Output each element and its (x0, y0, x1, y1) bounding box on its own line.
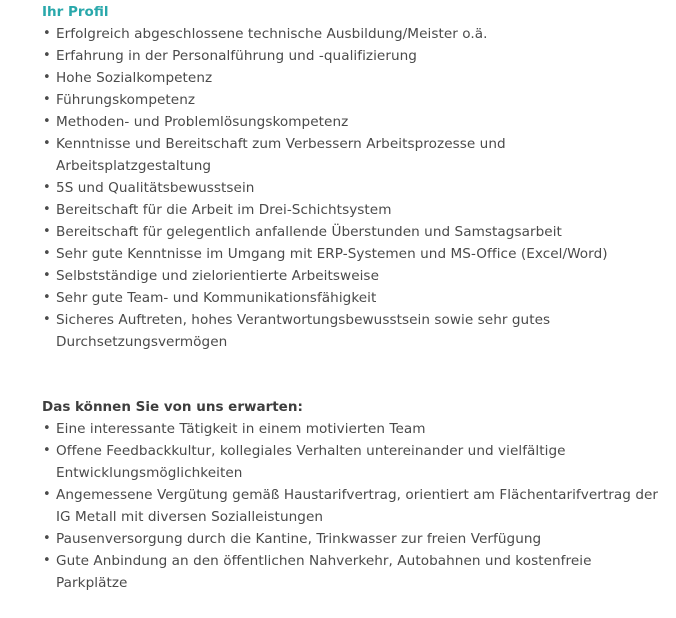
list-item (42, 133, 662, 177)
offer-list (42, 418, 662, 594)
list-item (42, 89, 662, 111)
bullet-icon: • (43, 202, 51, 217)
bullet-icon: • (43, 290, 51, 305)
list-item-text: Eine interessante Tätigkeit in einem motivierten Team (56, 421, 426, 437)
list-item (42, 418, 662, 440)
list-item (42, 67, 662, 89)
bullet-icon: • (43, 421, 51, 436)
list-item-text: Sehr gute Team- und Kommunikationsfähigkeit (56, 290, 377, 306)
list-item-text: Kenntnisse und Bereitschaft zum Verbessern Arbeitsprozesse und Arbeitsplatzgestaltung (56, 136, 506, 174)
list-item-text: 5S und Qualitätsbewusstsein (56, 180, 255, 196)
list-item (42, 550, 662, 594)
bullet-icon: • (43, 92, 51, 107)
list-item (42, 221, 662, 243)
bullet-icon: • (43, 443, 51, 458)
list-item (42, 177, 662, 199)
bullet-icon: • (43, 531, 51, 546)
list-item-text: Erfolgreich abgeschlossene technische Ausbildung/Meister o.ä. (56, 26, 488, 42)
bullet-icon: • (43, 48, 51, 63)
list-item (42, 45, 662, 67)
job-requirements-content (42, 0, 662, 594)
list-item-text: Führungskompetenz (56, 92, 196, 108)
list-item-text: Hohe Sozialkompetenz (56, 70, 213, 86)
list-item (42, 111, 662, 133)
profile-heading: Ihr Profil (42, 4, 109, 20)
offer-heading: Das können Sie von uns erwarten: (42, 399, 303, 415)
list-item-text: Erfahrung in der Personalführung und -qualifizierung (56, 48, 417, 64)
list-item (42, 265, 662, 287)
list-item-text: Selbstständige und zielorientierte Arbeitsweise (56, 268, 379, 284)
list-item (42, 199, 662, 221)
bullet-icon: • (43, 224, 51, 239)
bullet-icon: • (43, 70, 51, 85)
bullet-icon: • (43, 312, 51, 327)
list-item-text: Offene Feedbackkultur, kollegiales Verhalten untereinander und vielfältige Entwicklungsmöglichkeiten (56, 443, 566, 481)
list-item (42, 484, 662, 528)
list-item-text: Pausenversorgung durch die Kantine, Trinkwasser zur freien Verfügung (56, 531, 542, 547)
list-item-text: Methoden- und Problemlösungskompetenz (56, 114, 349, 130)
bullet-icon: • (43, 487, 51, 502)
list-item (42, 440, 662, 484)
list-item (42, 243, 662, 265)
list-item (42, 528, 662, 550)
list-item-text: Angemessene Vergütung gemäß Haustarifvertrag, orientiert am Flächentarifvertrag der IG Metall mit diversen Sozialleistungen (56, 487, 659, 525)
list-item (42, 23, 662, 45)
list-item-text: Sicheres Auftreten, hohes Verantwortungsbewusstsein sowie sehr gutes Durchsetzungsvermögen (56, 312, 551, 350)
list-item-text: Bereitschaft für die Arbeit im Drei-Schichtsystem (56, 202, 392, 218)
bullet-icon: • (43, 136, 51, 151)
list-item-text: Gute Anbindung an den öffentlichen Nahverkehr, Autobahnen und kostenfreie Parkplätze (56, 553, 592, 591)
list-item (42, 287, 662, 309)
profile-list (42, 23, 662, 353)
bullet-icon: • (43, 553, 51, 568)
bullet-icon: • (43, 246, 51, 261)
bullet-icon: • (43, 180, 51, 195)
bullet-icon: • (43, 268, 51, 283)
list-item-text: Sehr gute Kenntnisse im Umgang mit ERP-Systemen und MS-Office (Excel/Word) (56, 246, 608, 262)
list-item (42, 309, 662, 353)
bullet-icon: • (43, 26, 51, 41)
list-item-text: Bereitschaft für gelegentlich anfallende Überstunden und Samstagsarbeit (56, 224, 562, 240)
bullet-icon: • (43, 114, 51, 129)
